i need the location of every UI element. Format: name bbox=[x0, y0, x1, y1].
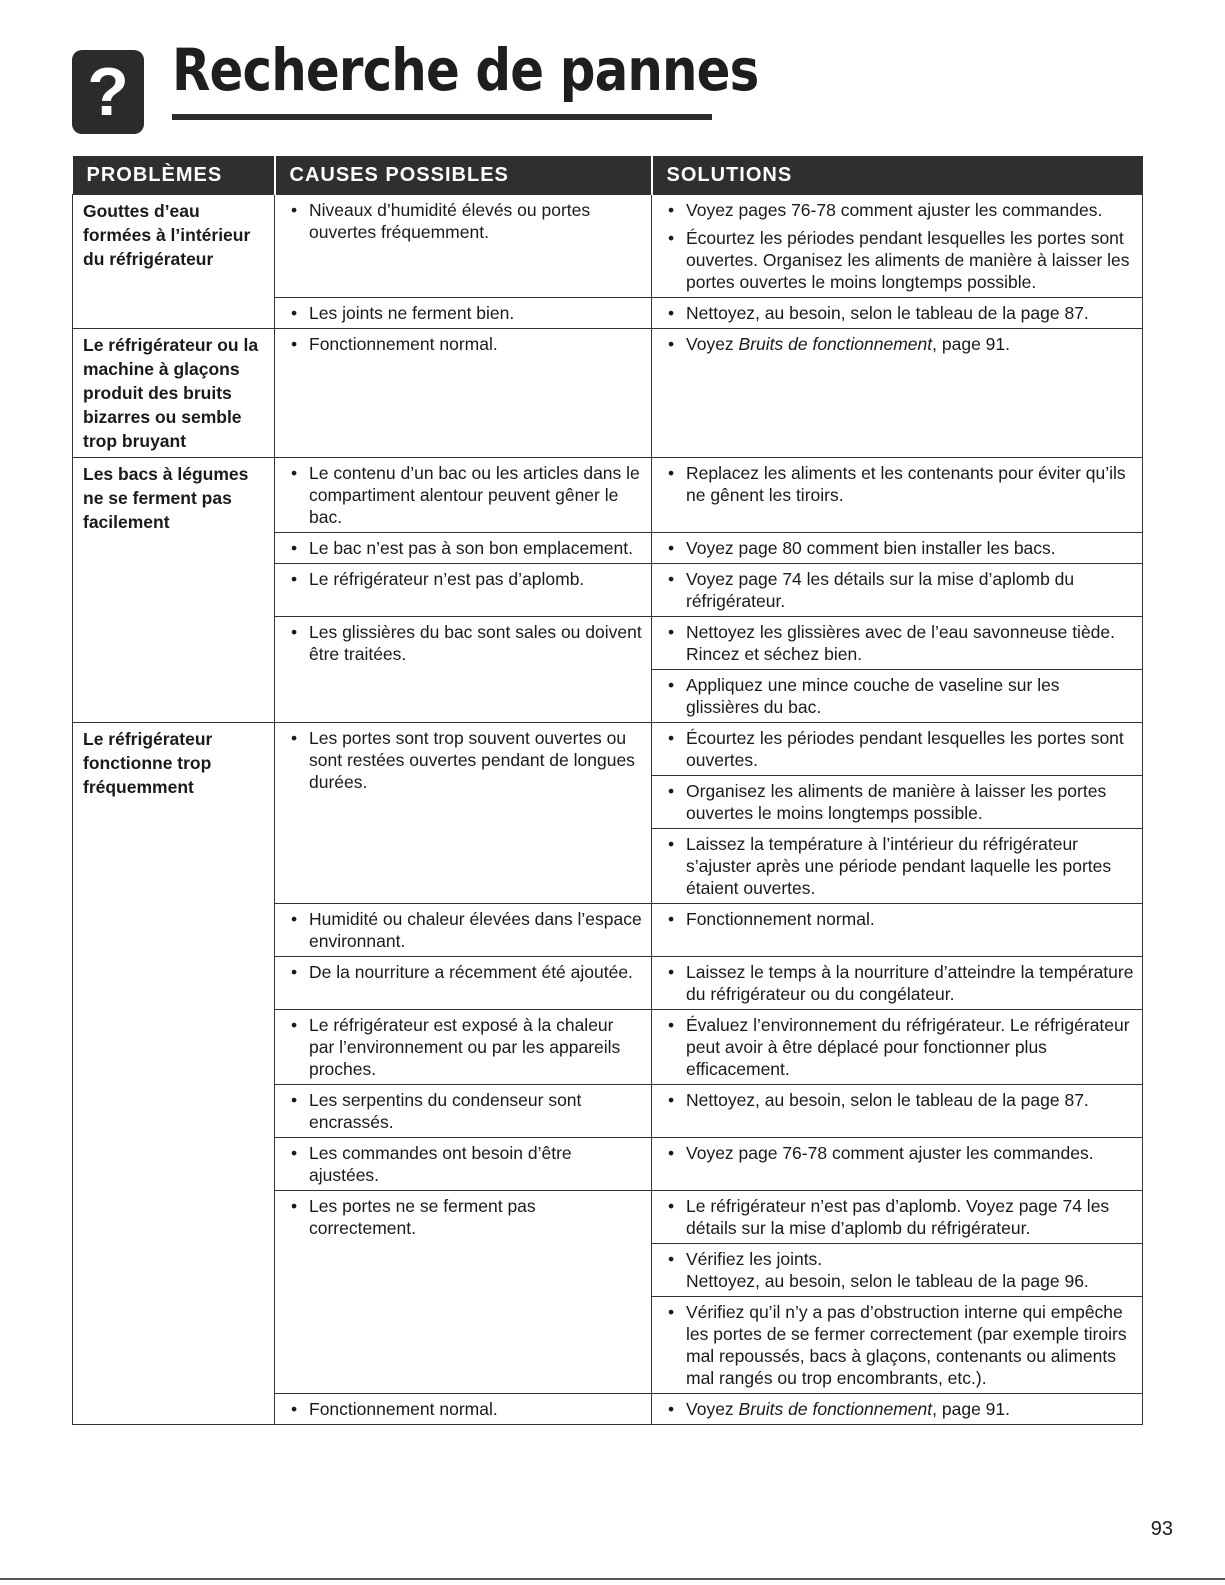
table-row bbox=[73, 723, 1143, 776]
solution-text: • Laissez le temps à la nourriture d’atteindre la température du réfrigérateur ou du congélateur. bbox=[662, 961, 1134, 1005]
cause-cell bbox=[275, 723, 652, 904]
cause-cell bbox=[275, 1010, 652, 1085]
header-causes: CAUSES POSSIBLES bbox=[275, 156, 652, 195]
cause-text: • Humidité ou chaleur élevées dans l’espace environnant. bbox=[285, 908, 643, 952]
solution-cell bbox=[652, 670, 1143, 723]
solution-cell bbox=[652, 564, 1143, 617]
solution-cell bbox=[652, 723, 1143, 776]
cause-text: • Fonctionnement normal. bbox=[285, 1398, 643, 1420]
header-problems: PROBLÈMES bbox=[73, 156, 275, 195]
table-row bbox=[73, 458, 1143, 533]
solution-text: • Voyez page 80 comment bien installer les bacs. bbox=[662, 537, 1134, 559]
cause-text: • Les portes sont trop souvent ouvertes ou sont restées ouvertes pendant de longues durées. bbox=[285, 727, 643, 793]
cause-cell bbox=[275, 1191, 652, 1394]
solution-text: • Nettoyez les glissières avec de l’eau savonneuse tiède. Rincez et séchez bien. bbox=[662, 621, 1134, 665]
cause-text: • Le contenu d’un bac ou les articles dans le compartiment alentour peuvent gêner le bac. bbox=[285, 462, 643, 528]
solution-text: • Voyez Bruits de fonctionnement, page 91. bbox=[662, 1398, 1134, 1420]
cause-cell bbox=[275, 957, 652, 1010]
problem-cell: Le réfrigérateur ou la machine à glaçons produit des bruits bizarres ou semble trop bruyant bbox=[73, 329, 275, 458]
cause-cell bbox=[275, 1085, 652, 1138]
solution-text: • Organisez les aliments de manière à laisser les portes ouvertes le moins longtemps possible. bbox=[662, 780, 1134, 824]
cause-text: • Les joints ne ferment bien. bbox=[285, 302, 643, 324]
cause-text: • Les portes ne se ferment pas correctement. bbox=[285, 1195, 643, 1239]
solution-text: • Fonctionnement normal. bbox=[662, 908, 1134, 930]
solution-text: • Nettoyez, au besoin, selon le tableau de la page 87. bbox=[662, 302, 1134, 324]
problem-cell: Les bacs à légumes ne se ferment pas facilement bbox=[73, 458, 275, 723]
solution-text: • Évaluez l’environnement du réfrigérateur. Le réfrigérateur peut avoir à être déplacé pour fonctionner plus efficacement. bbox=[662, 1014, 1134, 1080]
solution-text: • Appliquez une mince couche de vaseline sur les glissières du bac. bbox=[662, 674, 1134, 718]
solution-cell bbox=[652, 776, 1143, 829]
cause-text: • Fonctionnement normal. bbox=[285, 333, 643, 355]
solution-cell bbox=[652, 1085, 1143, 1138]
solution-cell bbox=[652, 1191, 1143, 1244]
page-number: 93 bbox=[1150, 1518, 1173, 1540]
solution-cell bbox=[652, 829, 1143, 904]
solution-cell bbox=[652, 904, 1143, 957]
cause-text: • Le bac n’est pas à son bon emplacement. bbox=[285, 537, 643, 559]
solution-cell bbox=[652, 298, 1143, 329]
cause-cell bbox=[275, 564, 652, 617]
cause-cell bbox=[275, 1394, 652, 1425]
cause-cell bbox=[275, 904, 652, 957]
page-header bbox=[72, 36, 759, 136]
cause-cell bbox=[275, 195, 652, 298]
solution-text: • Voyez page 74 les détails sur la mise d’aplomb du réfrigérateur. bbox=[662, 568, 1134, 612]
table-row bbox=[73, 329, 1143, 458]
solution-cell bbox=[652, 1244, 1143, 1297]
solution-cell bbox=[652, 329, 1143, 458]
solution-cell bbox=[652, 1394, 1143, 1425]
cause-text: • Les commandes ont besoin d’être ajustées. bbox=[285, 1142, 643, 1186]
cause-text: • Le réfrigérateur est exposé à la chaleur par l’environnement ou par les appareils proches. bbox=[285, 1014, 643, 1080]
cause-cell bbox=[275, 298, 652, 329]
solution-cell bbox=[652, 195, 1143, 298]
cause-text: • Les serpentins du condenseur sont encrassés. bbox=[285, 1089, 643, 1133]
solution-cell bbox=[652, 458, 1143, 533]
reference-title: Bruits de fonctionnement bbox=[738, 334, 933, 354]
solution-text: • Écourtez les périodes pendant lesquelles les portes sont ouvertes. Organisez les aliments de manière à laisser les portes ouvertes le moins longtemps possible. bbox=[662, 227, 1134, 293]
cause-cell bbox=[275, 617, 652, 723]
solution-text: • Voyez pages 76-78 comment ajuster les commandes. bbox=[662, 199, 1134, 221]
solution-cell bbox=[652, 957, 1143, 1010]
title-underline bbox=[172, 114, 712, 120]
solution-text: • Replacez les aliments et les contenants pour éviter qu’ils ne gênent les tiroirs. bbox=[662, 462, 1134, 506]
solution-text: • Voyez Bruits de fonctionnement, page 91. bbox=[662, 333, 1134, 355]
cause-text: • Les glissières du bac sont sales ou doivent être traitées. bbox=[285, 621, 643, 665]
table-header-row bbox=[73, 156, 1143, 195]
cause-text: • De la nourriture a récemment été ajoutée. bbox=[285, 961, 643, 983]
cause-cell bbox=[275, 329, 652, 458]
cause-cell bbox=[275, 1138, 652, 1191]
cause-text: • Le réfrigérateur n’est pas d’aplomb. bbox=[285, 568, 643, 590]
solution-cell bbox=[652, 1297, 1143, 1394]
bottom-rule bbox=[0, 1578, 1225, 1580]
solution-text: • Nettoyez, au besoin, selon le tableau de la page 87. bbox=[662, 1089, 1134, 1111]
solution-text: • Le réfrigérateur n’est pas d’aplomb. Voyez page 74 les détails sur la mise d’aplomb du réfrigérateur. bbox=[662, 1195, 1134, 1239]
solution-text: • Vérifiez qu’il n’y a pas d’obstruction interne qui empêche les portes de se fermer correctement (par exemple tiroirs mal repoussés, bacs à glaçons, contenants ou aliments mal rangés ou trop encombrants, etc.). bbox=[662, 1301, 1134, 1389]
question-mark-icon: ? bbox=[72, 50, 144, 134]
cause-text: • Niveaux d’humidité élevés ou portes ouvertes fréquemment. bbox=[285, 199, 643, 243]
solution-text: • Vérifiez les joints. Nettoyez, au besoin, selon le tableau de la page 96. bbox=[662, 1248, 1134, 1292]
solution-cell bbox=[652, 617, 1143, 670]
solution-text: • Écourtez les périodes pendant lesquelles les portes sont ouvertes. bbox=[662, 727, 1134, 771]
header-solutions: SOLUTIONS bbox=[652, 156, 1143, 195]
problem-cell: Le réfrigérateur fonctionne trop fréquemment bbox=[73, 723, 275, 1425]
cause-cell bbox=[275, 533, 652, 564]
solution-cell bbox=[652, 1138, 1143, 1191]
page-title: Recherche de pannes bbox=[172, 36, 759, 104]
solution-text: • Laissez la température à l’intérieur du réfrigérateur s’ajuster après une période pendant laquelle les portes étaient ouvertes. bbox=[662, 833, 1134, 899]
table-row bbox=[73, 195, 1143, 298]
cause-cell bbox=[275, 458, 652, 533]
solution-text: • Voyez page 76-78 comment ajuster les commandes. bbox=[662, 1142, 1134, 1164]
solution-cell bbox=[652, 533, 1143, 564]
solution-cell bbox=[652, 1010, 1143, 1085]
reference-title: Bruits de fonctionnement bbox=[738, 1399, 933, 1419]
problem-cell: Gouttes d’eau formées à l’intérieur du réfrigérateur bbox=[73, 195, 275, 329]
troubleshooting-table bbox=[72, 156, 1143, 1425]
